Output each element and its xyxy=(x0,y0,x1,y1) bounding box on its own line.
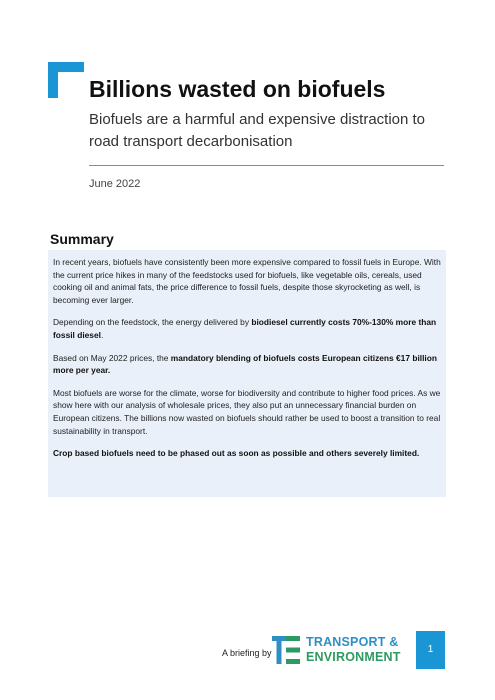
page-number: 1 xyxy=(416,631,445,669)
logo-line-transport: TRANSPORT & xyxy=(306,635,399,649)
summary-paragraph-5 xyxy=(53,447,441,460)
summary-p2-highlight: biodiesel currently costs 70%-130% more than fossil diesel xyxy=(53,317,437,340)
corner-bracket-icon xyxy=(48,62,84,98)
logo-line-environment: ENVIRONMENT xyxy=(306,650,401,664)
title-divider xyxy=(89,165,444,166)
summary-p2-end: . xyxy=(100,329,104,340)
summary-p2-text: Depending on the feedstock, the energy delivered by xyxy=(53,317,252,328)
publication-date: June 2022 xyxy=(89,178,141,190)
summary-box xyxy=(48,250,446,497)
summary-heading: Summary xyxy=(50,231,114,247)
te-logo-mark-icon xyxy=(272,636,300,664)
summary-conclusion: Crop based biofuels need to be phased out as soon as possible and others severely limited. xyxy=(53,448,420,459)
summary-p3-text: Based on May 2022 prices, the xyxy=(53,352,171,363)
summary-p3-highlight: mandatory blending of biofuels costs European citizens €17 billion more per year. xyxy=(53,352,437,376)
te-logo xyxy=(272,634,410,666)
summary-paragraph-1: In recent years, biofuels have consistently been more expensive compared to fossil fuels in Europe. With the current price hikes in many of the feedstocks used for biofuels, like vegetable oils, cereals, used cooking oil and animal fats, the price difference to fossil fuels, despite those skyrocketing as well, is becoming ever larger. xyxy=(53,257,441,305)
document-subtitle: Biofuels are a harmful and expensive distraction to road transport decarbonisation xyxy=(89,111,426,150)
summary-paragraph-4: Most biofuels are worse for the climate, worse for biodiversity and contribute to higher food prices. As we show here with our analysis of wholesale prices, they also put an unnecessary financial burden on European citizens. The billions now wasted on biofuels should rather be used to boost a transition to real sustainability in transport. xyxy=(53,387,441,436)
document-title: Billions wasted on biofuels xyxy=(89,76,386,102)
summary-paragraph-2 xyxy=(53,316,441,341)
summary-paragraph-3 xyxy=(53,352,441,377)
briefing-by-label: A briefing by xyxy=(222,648,272,658)
